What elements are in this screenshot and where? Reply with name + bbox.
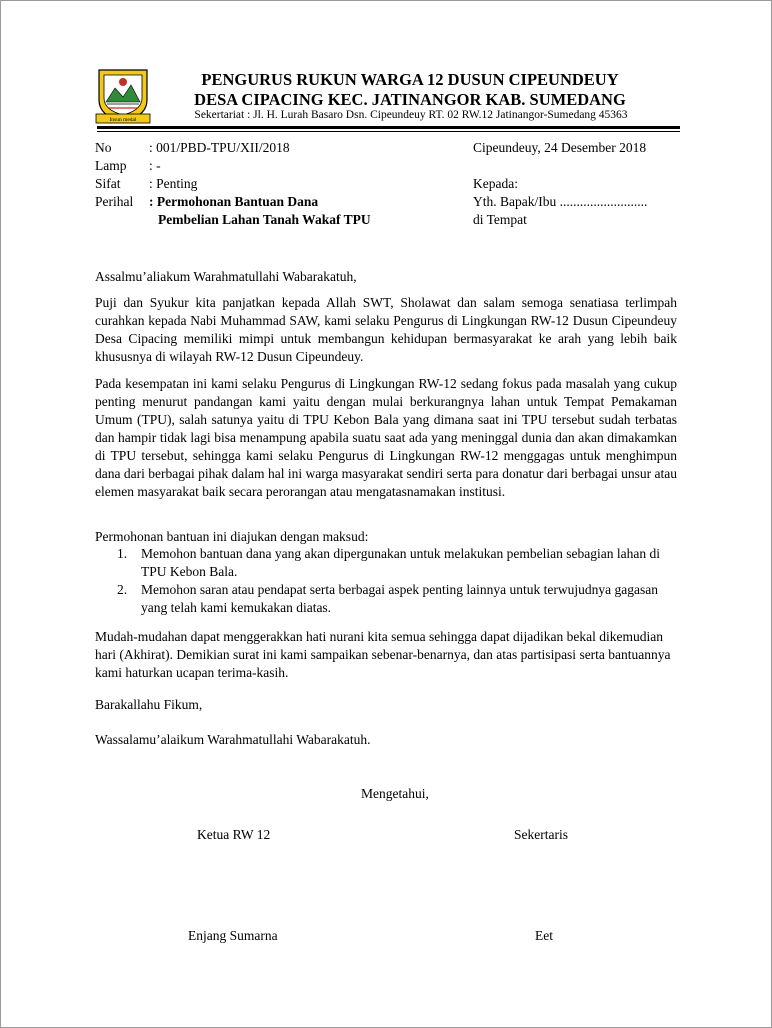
signatory-left-title: Ketua RW 12: [197, 827, 271, 842]
perihal-value-line-1: : Permohonan Bantuan Dana: [149, 194, 319, 209]
signatory-right-name: Eet: [535, 928, 553, 943]
no-value: : 001/PBD-TPU/XII/2018: [149, 140, 290, 155]
list-item-number: 2.: [117, 582, 128, 597]
lamp-label: Lamp: [95, 158, 127, 173]
sifat-label: Sifat: [95, 176, 121, 191]
recipient-location: di Tempat: [473, 212, 527, 227]
barakallahu-line: Barakallahu Fikum,: [95, 697, 203, 712]
place-date: Cipeundeuy, 24 Desember 2018: [473, 140, 647, 155]
purpose-list: [95, 545, 677, 617]
list-item: [95, 545, 677, 581]
no-label: No: [95, 140, 112, 155]
paragraph-background: Pada kesempatan ini kami selaku Pengurus di Lingkungan RW-12 sedang fokus pada masalah yang cukup penting menurut pandangan kami yaitu dengan mulai berkurangnya lahan untuk Tempat Pemakaman Umum (TPU), salah satunya yaitu di TPU Kebon Bala yang dimana saat ini TPU tersebut sudah terbatas dan hampir tidak lagi bisa menampung apabila suatu saat ada yang meninggal dunia dan akan dimakamkan di TPU tersebut, sehingga kami selaku Pengurus di Lingkungan RW-12 menggagas untuk menghimpun dana dari berbagai pihak dalam hal ini warga masyarakat sendiri serta para donatur dari berbagai unsur atau elemen masyarakat baik secara perorangan atau mengatasnamakan institusi.: [95, 376, 677, 499]
purpose-intro: Permohonan bantuan ini diajukan dengan maksud:: [95, 529, 369, 544]
recipient: Yth. Bapak/Ibu ..........................: [473, 194, 648, 209]
perihal-label: Perihal: [95, 194, 134, 209]
svg-text:Insun medal: Insun medal: [109, 117, 137, 123]
list-item-number: 1.: [117, 546, 128, 561]
org-name-line-1: PENGURUS RUKUN WARGA 12 DUSUN CIPEUNDEUY: [201, 70, 619, 89]
paragraph-closing: Mudah-mudahan dapat menggerakkan hati nurani kita semua sehingga dapat dijadikan bekal dikemudian hari (Akhirat). Demikian surat ini kami sampaikan sebenar-benarnya, dan atas partisipasi serta bantuannya kami haturkan ucapan terima-kasih.: [95, 629, 671, 680]
letterhead-rule-thin: [97, 131, 680, 132]
salutation: Assalmu’aliakum Warahmatullahi Wabarakatuh,: [95, 269, 357, 284]
list-item: [95, 581, 677, 617]
org-name-line-2: DESA CIPACING KEC. JATINANGOR KAB. SUMEDANG: [194, 90, 626, 109]
acknowledged-label: Mengetahui,: [361, 786, 429, 801]
list-item-text: Memohon bantuan dana yang akan dipergunakan untuk melakukan pembelian sebagian lahan di TPU Kebon Bala.: [141, 546, 660, 579]
lamp-value: : -: [149, 158, 161, 173]
closing-greeting: Wassalamu’alaikum Warahmatullahi Wabarakatuh.: [95, 732, 371, 747]
list-item-text: Memohon saran atau pendapat serta berbagai aspek penting lainnya untuk terwujudnya gagasan yang telah kami kemukakan diatas.: [141, 582, 658, 615]
kepada-label: Kepada:: [473, 176, 518, 191]
signatory-right-title: Sekertaris: [514, 827, 568, 842]
secretariat-address: Sekertariat : Jl. H. Lurah Basaro Dsn. Cipeundeuy RT. 02 RW.12 Jatinangor-Sumedang 45363: [194, 109, 628, 121]
letterhead-rule-thick: [97, 126, 680, 129]
signatory-left-name: Enjang Sumarna: [188, 928, 278, 943]
sifat-value: : Penting: [149, 176, 198, 191]
perihal-value-line-2: Pembelian Lahan Tanah Wakaf TPU: [158, 212, 371, 227]
sumedang-regency-crest-icon: [95, 66, 151, 126]
paragraph-opening: Puji dan Syukur kita panjatkan kepada Allah SWT, Sholawat dan salam semoga senatiasa terlimpah curahkan kepada Nabi Muhammad SAW, kami selaku Pengurus di Lingkungan RW-12 Dusun Cipeundeuy Desa Cipacing memiliki mimpi untuk membangun kehidupan bermasyarakat ke arah yang lebih baik khususnya di wilayah RW-12 Dusun Cipeundeuy.: [95, 295, 677, 364]
